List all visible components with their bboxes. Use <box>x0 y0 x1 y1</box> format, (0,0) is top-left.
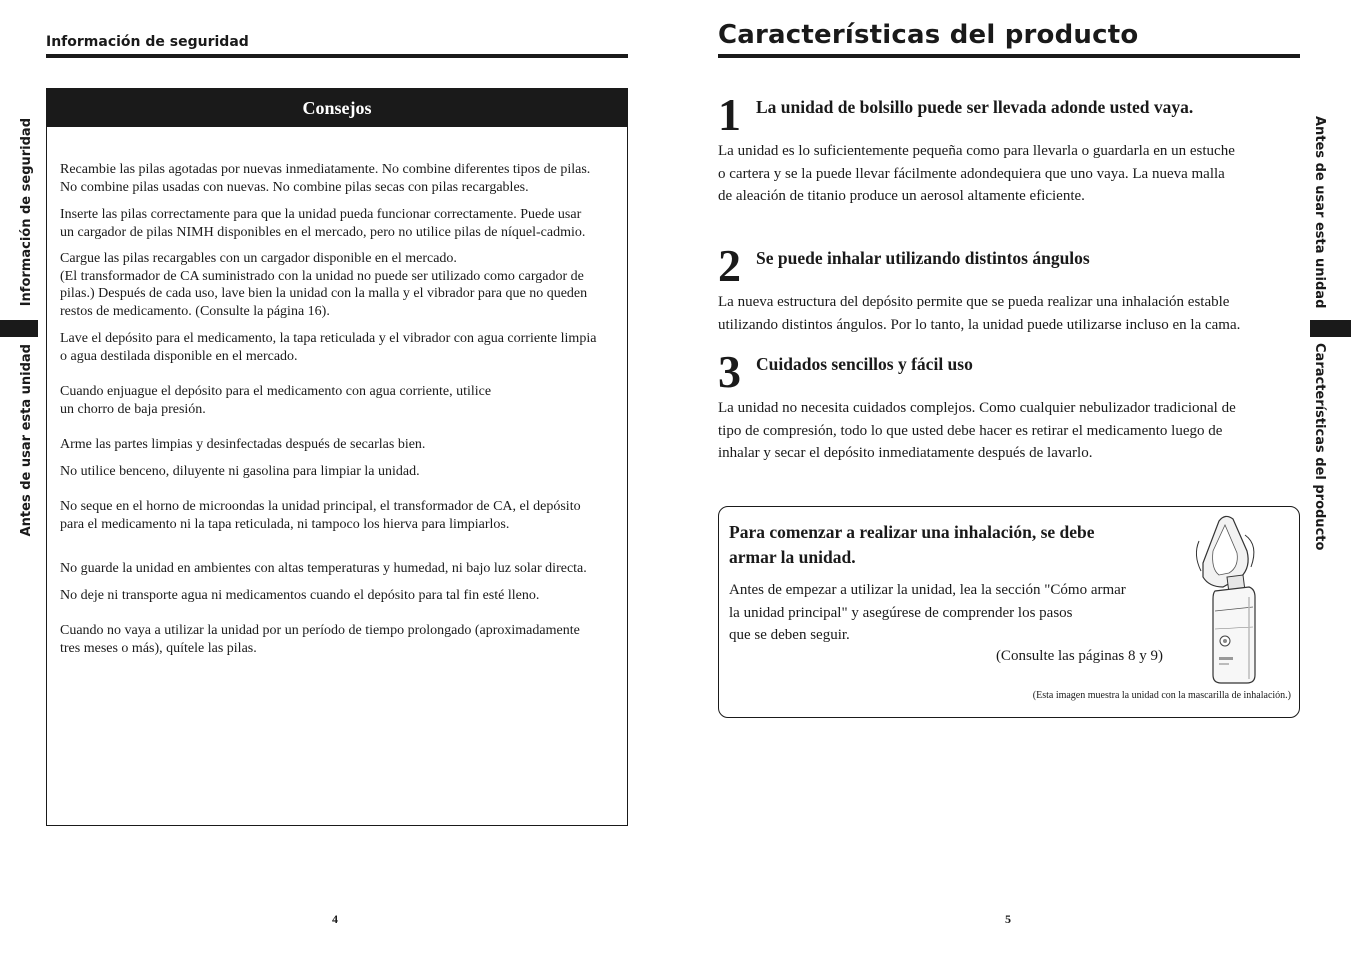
callout-text <box>729 579 1169 647</box>
feature-line: La unidad no necesita cuidados complejos. Como cualquier nebulizador tradicional de <box>718 400 1236 416</box>
feature-line: o cartera y se la puede llevar fácilmente adondequiera que uno vaya. La nueva malla <box>718 165 1225 182</box>
tip-line: tres meses o más), quítele las pilas. <box>60 640 257 656</box>
side-tab-safety-info: Información de seguridad <box>19 118 34 307</box>
tip-line: No seque en el horno de microondas la unidad principal, el transformador de CA, el depósito <box>60 499 581 514</box>
feature-heading-2: Se puede inhalar utilizando distintos ángulos <box>756 248 1090 268</box>
feature-text-2 <box>718 291 1300 336</box>
feature-heading-1: La unidad de bolsillo puede ser llevada adonde usted vaya. <box>756 97 1194 117</box>
left-page-header: Información de seguridad <box>46 34 249 50</box>
nebulizer-with-mask-icon <box>1189 511 1267 687</box>
tip-item <box>60 383 616 418</box>
page-number-right: 5 <box>1005 912 1011 926</box>
tip-line: Cuando no vaya a utilizar la unidad por un período de tiempo prolongado (aproximadamente <box>60 623 580 638</box>
tip-item <box>60 206 616 241</box>
tip-item <box>60 330 616 365</box>
tip-line: (El transformador de CA suministrado con la unidad no puede ser utilizado como cargador de <box>60 268 584 284</box>
tip-item <box>60 498 616 533</box>
feature-line: La nueva estructura del depósito permite que se pueda realizar una inhalación estable <box>718 294 1230 310</box>
tip-item <box>60 622 616 657</box>
image-caption: (Esta imagen muestra la unidad con la mascarilla de inhalación.) <box>1032 690 1291 701</box>
tip-line: un cargador de pilas NIMH disponibles en el mercado, pero no utilice pilas de níquel-cadmio. <box>60 224 586 240</box>
side-tab-before-use: Antes de usar esta unidad <box>19 344 34 537</box>
feature-text-1 <box>718 140 1300 208</box>
callout-reference: (Consulte las páginas 8 y 9) <box>995 648 1163 664</box>
callout-text-line: la unidad principal" y asegúrese de comprender los pasos <box>729 604 1073 621</box>
feature-line: tipo de compresión, todo lo que usted debe hacer es retirar el medicamento luego de <box>718 422 1223 439</box>
page-title: Características del producto <box>718 20 1139 50</box>
tips-title: Consejos <box>47 89 627 127</box>
tips-box <box>46 88 628 826</box>
tip-line: Arme las partes limpias y desinfectadas después de secarlas bien. <box>60 437 426 452</box>
tip-line: Cargue las pilas recargables con un cargador disponible en el mercado. <box>60 251 457 266</box>
tip-item <box>60 161 616 196</box>
left-header-rule <box>46 54 628 58</box>
tip-line: Cuando enjuague el depósito para el medicamento con agua corriente, utilice <box>60 384 492 399</box>
right-header-rule <box>718 54 1300 58</box>
tip-item <box>60 436 616 454</box>
feature-line: utilizando distintos ángulos. Por lo tanto, la unidad puede utilizarse incluso en la cama. <box>718 316 1241 333</box>
feature-text-3 <box>718 397 1300 465</box>
tip-line: Inserte las pilas correctamente para que la unidad pueda funcionar correctamente. Puede usar <box>60 207 582 222</box>
tip-line: No utilice benceno, diluyente ni gasolina para limpiar la unidad. <box>60 464 420 479</box>
side-tab-product-features: Características del producto <box>1312 343 1327 551</box>
feature-number-1: 1 <box>718 89 741 140</box>
callout-text-line: Antes de empezar a utilizar la unidad, lea la sección "Cómo armar <box>729 582 1126 598</box>
side-tab-marker-right <box>1310 320 1351 337</box>
feature-number-3: 3 <box>718 346 741 397</box>
tip-item <box>60 463 616 481</box>
feature-line: La unidad es lo suficientemente pequeña como para llevarla o guardarla en un estuche <box>718 143 1235 159</box>
tip-line: Recambie las pilas agotadas por nuevas inmediatamente. No combine diferentes tipos de pilas. <box>60 162 591 177</box>
tip-line: restos de medicamento. (Consulte la página 16). <box>60 303 330 319</box>
page-number-left: 4 <box>332 912 338 926</box>
tip-line: pilas.) Después de cada uso, lave bien la unidad con la malla y el vibrador para que no queden <box>60 286 588 301</box>
callout-heading <box>729 520 1169 570</box>
callout-heading-line: armar la unidad. <box>729 547 856 567</box>
callout-heading-line: Para comenzar a realizar una inhalación, se debe <box>729 522 1095 542</box>
tip-line: Lave el depósito para el medicamento, la tapa reticulada y el vibrador con agua corriente limpia <box>60 331 597 346</box>
callout-text-line: que se deben seguir. <box>729 627 850 643</box>
tip-item <box>60 560 616 578</box>
tip-line: No combine pilas usadas con nuevas. No combine pilas secas con pilas recargables. <box>60 179 529 195</box>
tip-line: para el medicamento ni la tapa reticulada, ni tampoco los hierva para limpiarlos. <box>60 516 510 532</box>
tip-line: No deje ni transporte agua ni medicamentos cuando el depósito para tal fin esté lleno. <box>60 588 540 603</box>
callout-box <box>718 506 1300 718</box>
feature-line: inhalar y secar el depósito inmediatamente después de lavarlo. <box>718 445 1093 461</box>
side-tab-before-use-right: Antes de usar esta unidad <box>1312 116 1327 309</box>
feature-line: de aleación de titanio produce un aerosol altamente eficiente. <box>718 188 1085 204</box>
tip-line: o agua destilada disponible en el mercado. <box>60 348 298 364</box>
side-tab-marker-left <box>0 320 38 337</box>
feature-heading-3: Cuidados sencillos y fácil uso <box>756 354 973 374</box>
tip-line: No guarde la unidad en ambientes con altas temperaturas y humedad, ni bajo luz solar directa. <box>60 561 587 576</box>
feature-number-2: 2 <box>718 240 741 291</box>
tip-item <box>60 587 616 605</box>
tip-item <box>60 250 616 320</box>
tip-line: un chorro de baja presión. <box>60 401 206 417</box>
